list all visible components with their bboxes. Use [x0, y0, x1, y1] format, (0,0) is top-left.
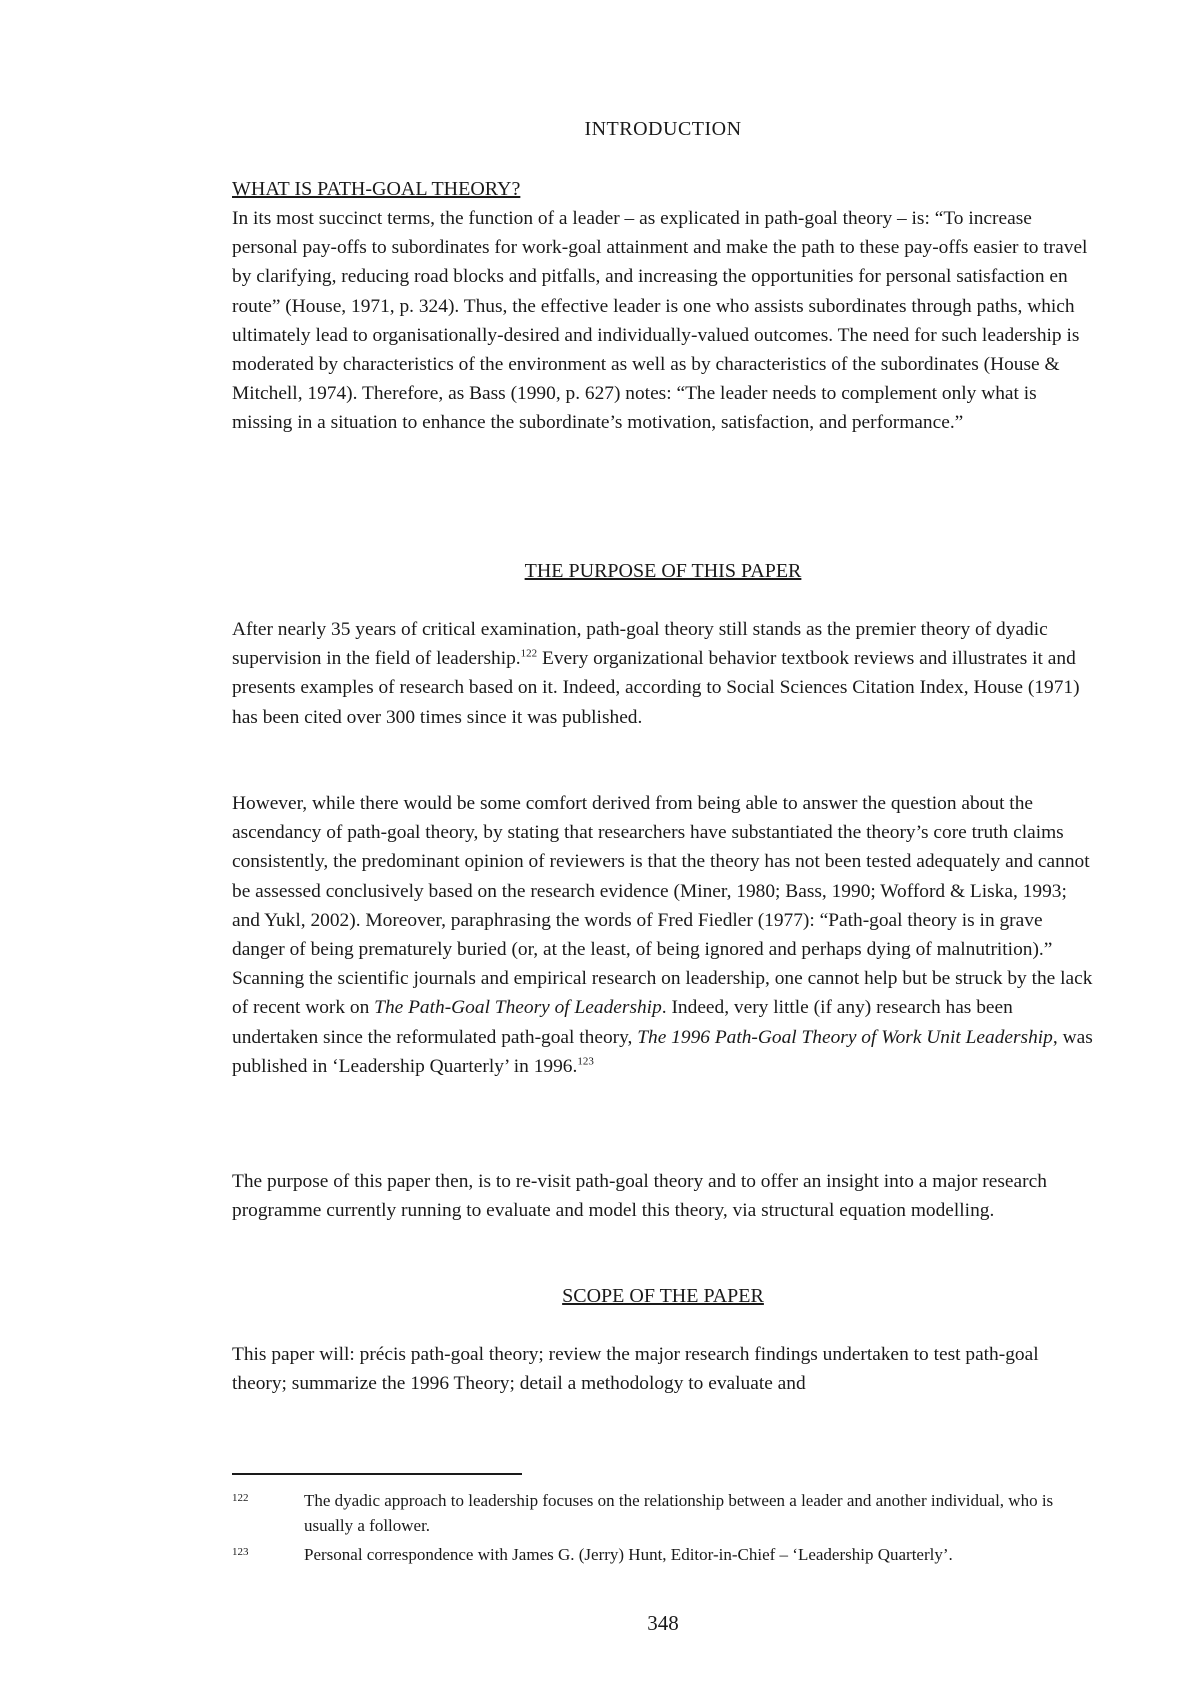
footnote-ref-123[interactable]: 123 [577, 1055, 594, 1068]
page-number: 348 [647, 1611, 679, 1635]
title-path-goal-theory: The Path-Goal Theory of Leadership [374, 997, 662, 1019]
section-heading-path-goal: WHAT IS PATH-GOAL THEORY? [232, 178, 521, 200]
page-title: INTRODUCTION [584, 118, 742, 140]
footnote-number: 122 [232, 1492, 249, 1504]
footnote-divider [232, 1473, 522, 1475]
paragraph-scope: This paper will: précis path-goal theory; review the major research findings undertaken to test path-goal theory; summarize the 1996 Theory; detail a methodology to evaluate and [232, 1344, 1039, 1395]
paragraph-purpose-intro-rest: Every organizational behavior textbook reviews and illustrates it and presents examples of research based on it. Indeed, according to Social Sciences Citation Index, House (1971) has been cited over 300 times since it was published. [232, 648, 1080, 728]
paragraph-research-gap-part-a: However, while there would be some comfort derived from being able to answer the question about the ascendancy of path-goal theory, by stating that researchers have substantiated the theory’s core truth claims consistently, the predominant opinion of reviewers is that the theory has not been tested adequately and cannot be assessed conclusively based on the research evidence (Miner, 1980; Bass, 1990; Wofford & Liska, 1993; and Yukl, 2002). Moreover, paraphrasing the words of Fred Fiedler (1977): “Path-goal theory is in grave danger of being prematurely buried (or, at the least, of being ignored and perhaps dying of malnutrition).” Scanning the scientific journals and empirical research on leadership, one cannot help but be struck by the lack of recent work on [232, 793, 1093, 1019]
paragraph-research-gap-part-b: . Indeed, very little (if any) research has been undertaken since the reformulated path-goal theory, [232, 997, 1013, 1048]
footnote-number: 123 [232, 1546, 249, 1558]
footnote-ref-122[interactable]: 122 [520, 647, 538, 660]
footnote-text: Personal correspondence with James G. (Jerry) Hunt, Editor-in-Chief – ‘Leadership Quarterly’. [304, 1545, 953, 1564]
section-heading-purpose: THE PURPOSE OF THIS PAPER [524, 560, 802, 582]
paragraph-path-goal-definition: In its most succinct terms, the function of a leader – as explicated in path-goal theory – is: “To increase personal pay-offs to subordinates for work-goal attainment and make the path to these pay-offs easier to travel by clarifying, reducing road blocks and pitfalls, and increasing the opportunities for personal satisfaction en route” (House, 1971, p. 324). Thus, the effective leader is one who assists subordinates through paths, which ultimately lead to organisationally-desired and individually-valued outcomes. The need for such leadership is moderated by characteristics of the environment as well as by characteristics of the subordinates (House & Mitchell, 1974). Therefore, as Bass (1990, p. 627) notes: “The leader needs to complement only what is missing in a situation to enhance the subordinate’s motivation, satisfaction, and performance.” [232, 208, 1088, 434]
paragraph-purpose-statement: The purpose of this paper then, is to re-visit path-goal theory and to offer an insight into a major research programme currently running to evaluate and model this theory, via structural equation modelling. [232, 1171, 1047, 1222]
paragraph-research-gap-part-c: , was published in ‘Leadership Quarterly’ in 1996. [232, 1026, 1093, 1077]
paragraph-purpose-intro [232, 615, 1094, 732]
section-heading-scope: SCOPE OF THE PAPER [562, 1285, 764, 1307]
title-1996-theory: The 1996 Path-Goal Theory of Work Unit Leadership [637, 1026, 1053, 1048]
paragraph-purpose-intro-text: After nearly 35 years of critical examination, path-goal theory still stands as the premier theory of dyadic supervision in the field of leadership. [232, 619, 1048, 670]
paragraph-research-gap [232, 789, 1094, 1081]
footnote-text: The dyadic approach to leadership focuses on the relationship between a leader and another individual, who is usually a follower. [304, 1491, 1054, 1535]
